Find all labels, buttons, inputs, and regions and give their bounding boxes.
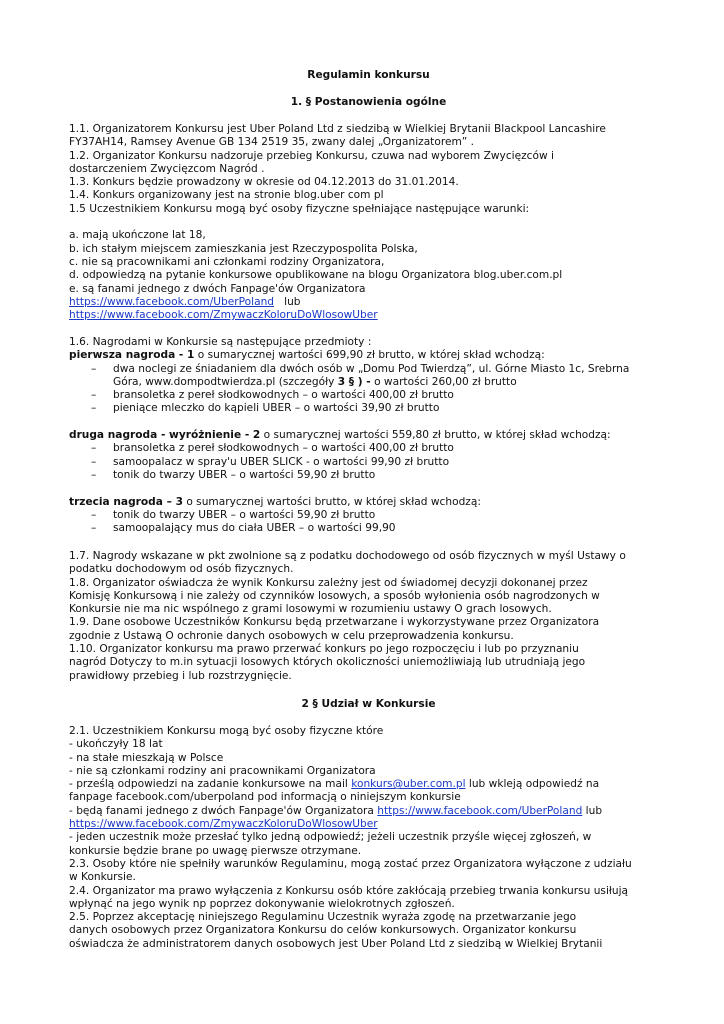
para-1-10: 1.10. Organizator konkursu ma prawo przerwać konkurs po jego rozpoczęciu i lub po przyznaniu: [69, 643, 579, 656]
para-1-8: 1.8. Organizator oświadcza że wynik Konkursu zależny jest od świadomej decyzji dokonanej przez: [69, 576, 588, 589]
para-1-6: 1.6. Nagrodami w Konkursie są następujące przedmioty :: [69, 336, 372, 348]
prize-1-item-2: – bransoletka z pereł słodkowodnych – o wartości 400,00 zł brutto: [91, 389, 454, 402]
para-2-4: 2.4. Organizator ma prawo wyłączenia z Konkursu osób które zakłócają przebieg trwania konkursu usiłują: [69, 884, 629, 897]
prize-3-item-1: – tonik do twarzy UBER – o wartości 59,90 zł brutto: [91, 508, 376, 521]
req-residence: - na stałe mieszkają w Polsce: [69, 751, 224, 764]
section-1-heading: 1. § Postanowienia ogólne: [290, 96, 447, 108]
req-one-answer: - jeden uczestnik może przesłać tylko jedną odpowiedź; jeżeli uczestnik przyśle więcej zgłoszeń, w: [69, 831, 592, 844]
section-1-body: [69, 123, 668, 322]
prize-3-text: o sumarycznej wartości brutto, w której skład wchodzą:: [182, 495, 481, 508]
prize-1-item-3: – pieniące mleczko do kąpieli UBER – o wartości 39,90 zł brutto: [91, 402, 440, 415]
para-2-5-cont2: oświadcza że administratorem danych osobowych jest Uber Poland Ltd z siedzibą w Wielkiej Brytanii: [69, 937, 603, 950]
para-2-5-cont: danych osobowych przez Organizatora Konkursu do celów konkursowych. Organizator konkursu: [69, 924, 577, 937]
dash-marker: –: [91, 362, 97, 375]
prize-1-item-1: – dwa noclegi ze śniadaniem dla dwóch osób w „Domu Pod Twierdzą”, ul. Górne Miasto 1c, Srebrna: [91, 362, 630, 375]
req-not-employee: - nie są członkami rodziny ani pracownikami Organizatora: [69, 764, 376, 777]
prize-2-item-3: – tonik do twarzy UBER – o wartości 59,90 zł brutto: [91, 468, 376, 481]
link-zmywacz[interactable]: https://www.facebook.com/ZmywaczKoloruDoWlosowUber: [69, 309, 378, 322]
dash-marker: –: [91, 442, 97, 455]
para-2-5: 2.5. Poprzez akceptację niniejszego Regulaminu Uczestnik wyraża zgodę na przetwarzanie jego: [69, 911, 577, 924]
document-title: Regulamin konkursu: [307, 69, 430, 81]
dash-marker: –: [91, 402, 97, 415]
prize-3-label: trzecia nagroda – 3: [69, 495, 183, 508]
req-fanpage-cont: [69, 818, 668, 831]
para-2-3-cont: w Konkursie.: [69, 871, 136, 884]
req-send-answer-cont: fanpage facebook.com/uberpoland pod informacją o niniejszym konkursie: [69, 791, 461, 804]
condition-d: d. odpowiedzą na pytanie konkursowe opublikowane na blogu Organizatora blog.uber.com.pl: [69, 269, 563, 282]
para-1-2-cont: dostarczeniem Zwycięzcom Nagród .: [69, 162, 265, 175]
prize-1-label: pierwsza nagroda - 1: [69, 349, 195, 362]
prizes-block: [69, 336, 668, 535]
para-1-10-cont: nagród Dotyczy to m.in sytuacji losowych których okoliczności uniemożliwiają lub utrudniają jego: [69, 656, 586, 669]
para-1-7: 1.7. Nagrody wskazane w pkt zwolnione są z podatku dochodowego od osób fizycznych w myśl Ustawy o: [69, 550, 626, 562]
section-2-heading: 2 § Udział w Konkursie: [301, 698, 436, 710]
req-one-answer-cont: konkursie będzie brane po uwagę pierwsze otrzymane.: [69, 844, 362, 857]
para-2-3: 2.3. Osoby które nie spełniły warunków Regulaminu, mogą zostać przez Organizatora wyłączone z udziału: [69, 857, 632, 870]
dash-marker: –: [91, 468, 97, 481]
para-2-4-cont: wpłynąć na jego wynik np poprzez dokonywanie wielokrotnych zgłoszeń.: [69, 897, 455, 910]
para-1-8-cont2: Konkursie nie ma nic wspólnego z grami losowymi w rozumieniu ustawy O grach losowych.: [69, 603, 552, 616]
req-age: - ukończyły 18 lat: [69, 738, 163, 751]
para-1-7-cont: podatku dochodowym od osób fizycznych.: [69, 563, 294, 576]
prize-2-item-2: – samoopalacz w spray'u UBER SLICK - o wartości 99,90 zł brutto: [91, 455, 450, 468]
link-uberpoland-2[interactable]: https://www.facebook.com/UberPoland: [377, 804, 583, 817]
para-1-3: 1.3. Konkurs będzie prowadzony w okresie od 04.12.2013 do 31.01.2014.: [69, 176, 459, 189]
para-1-10-cont2: prawidłowy przebieg i lub rozstrzygnięcie.: [69, 669, 292, 682]
para-1-8-cont: Komisję Konkursową i nie zależy od czynników losowych, a sposób wyłonienia osób nagrodzonych w: [69, 589, 600, 602]
section-2-body: [69, 725, 668, 951]
condition-b: b. ich stałym miejscem zamieszkania jest Rzeczypospolita Polska,: [69, 242, 418, 255]
condition-a: a. mają ukończone lat 18,: [69, 229, 206, 242]
para-2-1: 2.1. Uczestnikiem Konkursu mogą być osoby fizyczne które: [69, 725, 384, 737]
link-zmywacz-2[interactable]: https://www.facebook.com/ZmywaczKoloruDoWlosowUber: [69, 818, 378, 831]
req-send-answer: - prześlą odpowiedzi na zadanie konkursowe na mail konkurs@uber.com.pl lub wkleją odpowiedź na: [69, 778, 600, 791]
dash-marker: –: [91, 522, 97, 535]
condition-c: c. nie są pracownikami ani członkami rodziny Organizatora,: [69, 255, 385, 268]
para-1-5: 1.5 Uczestnikiem Konkursu mogą być osoby fizyczne spełniające następujące warunki:: [69, 202, 530, 215]
para-1-9-cont: zgodnie z Ustawą O ochronie danych osobowych w celu przeprowadzenia konkursu.: [69, 629, 514, 642]
or-text: lub: [284, 295, 301, 308]
fanpage-links-line: [69, 296, 668, 309]
email-link[interactable]: konkurs@uber.com.pl: [351, 778, 466, 791]
prize-2-text: o sumarycznej wartości 559,80 zł brutto, w której skład wchodzą:: [260, 429, 611, 442]
dash-marker: –: [91, 455, 97, 468]
prize-2-line: [69, 429, 668, 442]
link-uberpoland[interactable]: https://www.facebook.com/UberPoland: [69, 295, 275, 308]
prize-3-item-2: – samoopalający mus do ciała UBER – o wartości 99,90: [91, 522, 396, 535]
prize-3-line: [69, 496, 668, 509]
prize-2-item-1: – bransoletka z pereł słodkowodnych – o wartości 400,00 zł brutto: [91, 442, 454, 455]
prize-1-text: o sumarycznej wartości 699,90 zł brutto, w której skład wchodzą:: [194, 349, 545, 362]
para-1-2: 1.2. Organizator Konkursu nadzoruje przebieg Konkursu, czuwa nad wyborem Zwycięzców i: [69, 149, 554, 162]
dash-marker: –: [91, 508, 97, 521]
prize-1-item-1-cont: Góra, www.dompodtwierdza.pl (szczegóły 3 § ) - o wartości 260,00 zł brutto: [113, 375, 517, 388]
para-1-4: 1.4. Konkurs organizowany jest na stronie blog.uber com pl: [69, 189, 384, 202]
req-fanpage: - będą fanami jednego z dwóch Fanpage'ów Organizatora https://www.facebook.com/UberPoland lub: [69, 804, 603, 817]
para-1-1: 1.1. Organizatorem Konkursu jest Uber Poland Ltd z siedzibą w Wielkiej Brytanii Blackpool Lancashire: [69, 123, 606, 135]
para-1-9: 1.9. Dane osobowe Uczestników Konkursu będą przetwarzane i wykorzystywane przez Organizatora: [69, 616, 600, 629]
section-1-final-paragraphs: [69, 550, 668, 683]
prize-2-label: druga nagroda - wyróżnienie - 2: [69, 429, 261, 442]
condition-e: e. są fanami jednego z dwóch Fanpage'ów Organizatora: [69, 282, 366, 295]
prize-1-line: [69, 349, 668, 362]
dash-marker: –: [91, 389, 97, 402]
fanpage-link-2-line: [69, 309, 668, 322]
para-1-1-cont: FY37AH14, Ramsey Avenue GB 134 2519 35, zwany dalej „Organizatorem” .: [69, 136, 475, 149]
